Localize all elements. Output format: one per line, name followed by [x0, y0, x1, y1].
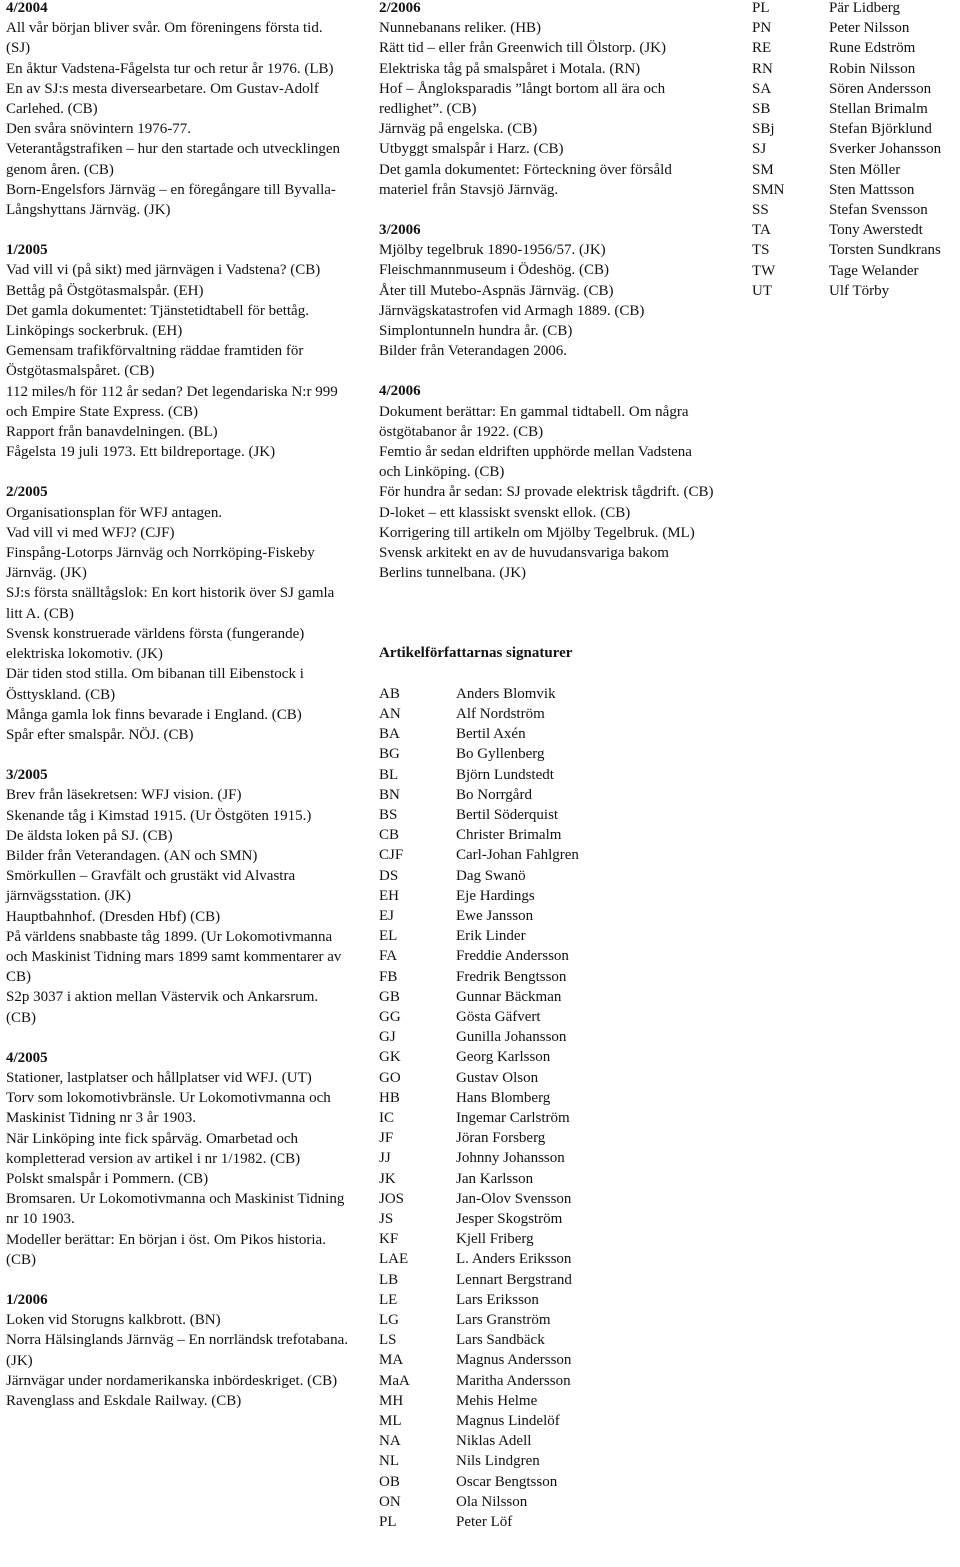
signature-abbreviation: LG — [379, 1311, 399, 1328]
signature-row — [379, 1310, 714, 1330]
article-entry: Finspång-Lotorps Järnväg och Norrköping-Fiskeby Järnväg. (JK) — [6, 545, 315, 582]
article-entry: Svensk konstruerade världens första (fungerande) elektriska lokomotiv. (JK) — [6, 625, 305, 663]
signature-abbreviation: SBj — [752, 121, 775, 138]
issue-block — [6, 240, 348, 462]
signature-list — [752, 0, 958, 301]
signature-row — [752, 59, 958, 79]
signature-row — [752, 220, 958, 240]
signature-abbreviation: PL — [379, 1514, 397, 1531]
signature-name: Sten Möller — [829, 161, 901, 178]
signature-row — [379, 704, 714, 724]
signature-row — [379, 1027, 714, 1047]
signature-abbreviation: MH — [379, 1392, 404, 1409]
signature-name: Peter Nilsson — [829, 20, 910, 37]
issue-title: 1/2005 — [6, 242, 48, 259]
signature-row — [752, 38, 958, 58]
signature-abbreviation: TS — [752, 242, 770, 259]
signature-abbreviation: JK — [379, 1170, 396, 1187]
signature-row — [752, 119, 958, 139]
signature-name: Oscar Bengtsson — [456, 1473, 558, 1490]
signature-abbreviation: RN — [752, 60, 773, 77]
signature-row — [379, 906, 714, 926]
signature-row — [379, 744, 714, 764]
signature-abbreviation: EL — [379, 928, 398, 945]
signature-row — [379, 1169, 714, 1189]
article-entry: Gemensam trafikförvaltning räddae framtiden för Östgötasmalspåret. (CB) — [6, 343, 304, 380]
signature-abbreviation: KF — [379, 1231, 399, 1248]
signature-abbreviation: EH — [379, 887, 399, 904]
signature-row — [752, 99, 958, 119]
article-entry: Bilder från Veterandagen. (AN och SMN) — [6, 847, 258, 864]
article-entry: Smörkullen – Gravfält och grustäkt vid Alvastra järnvägsstation. (JK) — [6, 868, 296, 905]
signature-abbreviation: MA — [379, 1352, 404, 1369]
signature-name: Bo Gyllenberg — [456, 746, 545, 763]
signature-abbreviation: LB — [379, 1271, 399, 1288]
signature-name: Lennart Bergstrand — [456, 1271, 572, 1288]
signature-name: Gunnar Bäckman — [456, 988, 562, 1005]
signature-name: Hans Blomberg — [456, 1089, 551, 1106]
signature-row — [379, 785, 714, 805]
signature-name: Dag Swanö — [456, 867, 526, 884]
article-entry: Torv som lokomotivbränsle. Ur Lokomotivmanna och Maskinist Tidning nr 3 år 1903. — [6, 1090, 331, 1127]
signature-name: Sören Andersson — [829, 80, 932, 97]
article-entry: Stationer, lastplatser och hållplatser vid WFJ. (UT) — [6, 1069, 312, 1086]
signature-name: Freddie Andersson — [456, 948, 569, 965]
signature-name: Gösta Gäfvert — [456, 1008, 541, 1025]
signature-name: Bertil Axén — [456, 726, 526, 743]
article-entry: Svensk arkitekt en av de huvudansvariga bakom Berlins tunnelbana. (JK) — [379, 545, 669, 582]
signature-row — [379, 1492, 714, 1512]
signature-name: Ola Nilsson — [456, 1493, 528, 1510]
signature-row — [379, 1007, 714, 1027]
article-entry: Fleischmannmuseum i Ödeshög. (CB) — [379, 262, 609, 279]
signature-row — [379, 684, 714, 704]
signature-name: Stellan Brimalm — [829, 101, 928, 118]
signature-row — [379, 1512, 714, 1532]
signature-list — [379, 684, 714, 1533]
signature-name: Sten Mattsson — [829, 181, 915, 198]
signature-abbreviation: SMN — [752, 181, 785, 198]
issue-title: 2/2005 — [6, 484, 48, 501]
signature-abbreviation: LAE — [379, 1251, 409, 1268]
article-entry: Järnvägskatastrofen vid Armagh 1889. (CB) — [379, 302, 645, 319]
article-entry: 112 miles/h för 112 år sedan? Det legendariska N:r 999 och Empire State Express. (CB) — [6, 383, 338, 420]
article-entry: En av SJ:s mesta diversearbetare. Om Gustav-Adolf Carlehed. (CB) — [6, 80, 319, 118]
signature-row — [379, 1350, 714, 1370]
signature-name: Carl-Johan Fahlgren — [456, 847, 579, 864]
signature-abbreviation: BS — [379, 806, 398, 823]
article-entry: Många gamla lok finns bevarade i England. (CB) — [6, 706, 302, 723]
signature-name: Robin Nilsson — [829, 60, 916, 77]
issue-title: 2/2006 — [379, 0, 421, 16]
article-entry: Hof – Ångloksparadis ”långt bortom all ära och redlighet”. (CB) — [379, 80, 666, 118]
article-entry: För hundra år sedan: SJ provade elektrisk tågdrift. (CB) — [379, 484, 714, 501]
signature-row — [379, 1290, 714, 1310]
article-entry: Där tiden stod stilla. Om bibanan till Eibenstock i Östtyskland. (CB) — [6, 666, 304, 703]
signature-name: Pär Lidberg — [829, 0, 900, 16]
signature-name: Bo Norrgård — [456, 786, 532, 803]
signature-name: Niklas Adell — [456, 1433, 532, 1450]
article-entry: Elektriska tåg på smalspåret i Motala. (RN) — [379, 60, 641, 77]
article-entry: Polskt smalspår i Pommern. (CB) — [6, 1170, 209, 1187]
signature-name: Mehis Helme — [456, 1392, 538, 1409]
signature-row — [379, 1391, 714, 1411]
article-entry: Järnvägar under nordamerikanska inbördeskriget. (CB) — [6, 1372, 338, 1389]
signature-abbreviation: GJ — [379, 1029, 396, 1046]
column-left — [6, 0, 348, 1411]
signature-abbreviation: NA — [379, 1433, 401, 1450]
article-entry: Dokument berättar: En gammal tidtabell. Om några östgötabanor år 1922. (CB) — [379, 403, 689, 440]
signature-row — [379, 1128, 714, 1148]
signatures-heading: Artikelförfattarnas signaturer — [379, 645, 573, 662]
signature-abbreviation: GK — [379, 1049, 401, 1066]
signature-abbreviation: SM — [752, 161, 774, 178]
article-entry: Vad vill vi med WFJ? (CJF) — [6, 524, 175, 541]
signature-name: Tage Welander — [829, 262, 919, 279]
signature-name: Jan-Olov Svensson — [456, 1190, 572, 1207]
signature-name: Jan Karlsson — [456, 1170, 534, 1187]
article-entry: Skenande tåg i Kimstad 1915. (Ur Östgöten 1915.) — [6, 807, 312, 824]
issue-title: 4/2005 — [6, 1049, 48, 1066]
article-entry: Simplontunneln hundra år. (CB) — [379, 323, 573, 340]
signature-row — [379, 1451, 714, 1471]
signature-name: Jesper Skogström — [456, 1210, 563, 1227]
signature-name: Torsten Sundkrans — [829, 242, 941, 259]
signature-row — [379, 765, 714, 785]
article-entry: Utbyggt smalspår i Harz. (CB) — [379, 141, 564, 158]
signature-row — [379, 1068, 714, 1088]
column-right — [752, 0, 958, 301]
signature-row — [379, 1047, 714, 1067]
signature-abbreviation: PN — [752, 20, 772, 37]
article-entry: Femtio år sedan eldriften upphörde mellan Vadstena och Linköping. (CB) — [379, 444, 692, 481]
signature-name: Alf Nordström — [456, 705, 545, 722]
signature-name: Johnny Johansson — [456, 1150, 565, 1167]
signature-row — [379, 1472, 714, 1492]
signature-row — [379, 926, 714, 946]
signature-row — [379, 1229, 714, 1249]
article-entry: Järnväg på engelska. (CB) — [379, 121, 538, 138]
article-entry: Det gamla dokumentet: Förteckning över försåld materiel från Stavsjö Järnväg. — [379, 161, 672, 198]
signature-row — [752, 79, 958, 99]
signature-name: Rune Edström — [829, 40, 916, 57]
article-entry: Organisationsplan för WFJ antagen. — [6, 504, 223, 521]
issue-block — [6, 765, 348, 1028]
signature-row — [752, 281, 958, 301]
signature-name: Kjell Friberg — [456, 1231, 534, 1248]
signature-abbreviation: NL — [379, 1453, 399, 1470]
signature-name: Christer Brimalm — [456, 827, 562, 844]
article-entry: Loken vid Storugns kalkbrott. (BN) — [6, 1312, 221, 1329]
signature-row — [379, 946, 714, 966]
signature-abbreviation: AN — [379, 705, 401, 722]
signature-abbreviation: BA — [379, 726, 400, 743]
article-entry: Det gamla dokumentet: Tjänstetidtabell för bettåg. — [6, 302, 309, 319]
signature-row — [752, 139, 958, 159]
signature-name: Tony Awerstedt — [829, 222, 923, 239]
signature-name: Lars Eriksson — [456, 1291, 539, 1308]
signature-row — [379, 825, 714, 845]
signature-row — [379, 1249, 714, 1269]
article-entry: Åter till Mutebo-Aspnäs Järnväg. (CB) — [379, 282, 614, 299]
signature-name: Fredrik Bengtsson — [456, 968, 567, 985]
signature-name: Nils Lindgren — [456, 1453, 540, 1470]
article-entry: Nunnebanans reliker. (HB) — [379, 20, 542, 37]
article-entry: Korrigering till artikeln om Mjölby Tegelbruk. (ML) — [379, 524, 695, 541]
signature-abbreviation: ML — [379, 1413, 402, 1429]
signature-name: Erik Linder — [456, 928, 526, 945]
issue-title: 3/2005 — [6, 767, 48, 784]
signature-name: Sverker Johansson — [829, 141, 942, 158]
signature-name: Georg Karlsson — [456, 1049, 551, 1066]
signature-abbreviation: SJ — [752, 141, 767, 158]
signature-row — [379, 845, 714, 865]
signature-name: Gunilla Johansson — [456, 1029, 567, 1046]
signature-abbreviation: GB — [379, 988, 400, 1005]
article-entry: Veterantågstrafiken – hur den startade och utvecklingen genom åren. (CB) — [6, 141, 341, 178]
signature-name: Björn Lundstedt — [456, 766, 554, 783]
article-entry: S2p 3037 i aktion mellan Västervik och Ankarsrum. (CB) — [6, 989, 319, 1026]
signature-row — [752, 180, 958, 200]
signature-name: Ulf Törby — [829, 282, 890, 299]
signature-abbreviation: FA — [379, 948, 398, 965]
signature-abbreviation: BL — [379, 766, 399, 783]
signature-abbreviation: ON — [379, 1493, 401, 1510]
issue-block — [6, 0, 348, 220]
signature-abbreviation: RE — [752, 40, 772, 57]
article-entry: Den svåra snövintern 1976-77. — [6, 121, 191, 138]
signature-name: Peter Löf — [456, 1514, 513, 1531]
article-entry: Modeller berättar: En början i öst. Om Pikos historia. (CB) — [6, 1231, 326, 1268]
signature-row — [379, 1088, 714, 1108]
signature-name: Jöran Forsberg — [456, 1130, 546, 1147]
article-entry: Spår efter smalspår. NÖJ. (CB) — [6, 726, 194, 743]
signature-abbreviation: HB — [379, 1089, 400, 1106]
signature-name: Lars Granström — [456, 1311, 551, 1328]
signature-abbreviation: AB — [379, 685, 400, 702]
column-middle — [379, 0, 714, 1532]
article-entry: Mjölby tegelbruk 1890-1956/57. (JK) — [379, 242, 606, 259]
signature-row — [752, 18, 958, 38]
signature-row — [752, 160, 958, 180]
signature-abbreviation: LE — [379, 1291, 398, 1308]
signature-row — [379, 805, 714, 825]
signature-row — [752, 261, 958, 281]
signature-abbreviation: UT — [752, 282, 772, 299]
article-entry: Fågelsta 19 juli 1973. Ett bildreportage. (JK) — [6, 444, 276, 461]
issue-block — [6, 1290, 348, 1411]
signature-abbreviation: LS — [379, 1332, 397, 1349]
signature-row — [379, 866, 714, 886]
signature-abbreviation: JJ — [379, 1150, 391, 1167]
signature-abbreviation: CB — [379, 827, 400, 844]
article-entry: Norra Hälsinglands Järnväg – En norrländsk trefotabana. (JK) — [6, 1332, 348, 1369]
signature-row — [379, 1270, 714, 1290]
article-entry: Ravenglass and Eskdale Railway. (CB) — [6, 1393, 242, 1409]
article-entry: Bettåg på Östgötasmalspår. (EH) — [6, 282, 204, 299]
issue-title: 3/2006 — [379, 222, 421, 239]
signature-name: Bertil Söderquist — [456, 806, 559, 823]
signature-row — [752, 240, 958, 260]
signature-name: Ingemar Carlström — [456, 1109, 570, 1126]
signature-name: L. Anders Eriksson — [456, 1251, 572, 1268]
signature-abbreviation: TA — [752, 222, 771, 239]
article-entry: Bromsaren. Ur Lokomotivmanna och Maskinist Tidning nr 10 1903. — [6, 1191, 345, 1228]
signature-abbreviation: CJF — [379, 847, 404, 864]
signature-abbreviation: BG — [379, 746, 400, 763]
signature-abbreviation: EJ — [379, 907, 394, 924]
article-entry: Rätt tid – eller från Greenwich till Ölstorp. (JK) — [379, 40, 667, 57]
signature-row — [752, 0, 958, 18]
article-entry: SJ:s första snälltågslok: En kort historik över SJ gamla litt A. (CB) — [6, 585, 335, 622]
issue-title: 1/2006 — [6, 1291, 48, 1308]
signature-name: Stefan Svensson — [829, 202, 928, 219]
signature-abbreviation: IC — [379, 1109, 394, 1126]
signature-row — [379, 1209, 714, 1229]
signature-name: Anders Blomvik — [456, 685, 556, 702]
issue-title: 4/2004 — [6, 0, 48, 16]
signature-row — [752, 200, 958, 220]
signature-abbreviation: JS — [379, 1210, 394, 1227]
signature-abbreviation: OB — [379, 1473, 400, 1490]
signature-abbreviation: DS — [379, 867, 399, 884]
issue-block — [379, 381, 714, 583]
article-entry: Vad vill vi (på sikt) med järnvägen i Vadstena? (CB) — [6, 262, 321, 279]
signature-row — [379, 1148, 714, 1168]
signature-abbreviation: JF — [379, 1130, 394, 1147]
signature-abbreviation: SB — [752, 101, 771, 118]
signature-abbreviation: SA — [752, 80, 772, 97]
article-entry: En åktur Vadstena-Fågelsta tur och retur år 1976. (LB) — [6, 60, 334, 77]
signature-row — [379, 886, 714, 906]
signature-abbreviation: TW — [752, 262, 776, 279]
article-entry: När Linköping inte fick spårväg. Omarbetad och kompletterad version av artikel i nr 1/1982. (CB) — [6, 1130, 301, 1167]
article-entry: D-loket – ett klassiskt svenskt ellok. (CB) — [379, 504, 631, 521]
signature-abbreviation: GG — [379, 1008, 401, 1025]
issue-block — [6, 1048, 348, 1270]
signature-name: Magnus Andersson — [456, 1352, 572, 1369]
signature-row — [379, 724, 714, 744]
article-entry: Rapport från banavdelningen. (BL) — [6, 424, 218, 441]
issue-block — [379, 0, 714, 200]
signature-row — [379, 1330, 714, 1350]
signature-name: Gustav Olson — [456, 1069, 539, 1086]
signature-name: Stefan Björklund — [829, 121, 932, 138]
signature-abbreviation: SS — [752, 202, 769, 219]
signature-name: Lars Sandbäck — [456, 1332, 545, 1349]
article-entry: På världens snabbaste tåg 1899. (Ur Lokomotivmanna och Maskinist Tidning mars 1899 samt kommentarer av CB) — [6, 928, 342, 986]
article-entry: Hauptbahnhof. (Dresden Hbf) (CB) — [6, 908, 221, 925]
issue-title: 4/2006 — [379, 383, 421, 400]
article-entry: Linköpings sockerbruk. (EH) — [6, 323, 183, 340]
signature-name: Eje Hardings — [456, 887, 535, 904]
article-entry: De äldsta loken på SJ. (CB) — [6, 827, 173, 844]
signature-abbreviation: JOS — [379, 1190, 405, 1207]
signature-row — [379, 1108, 714, 1128]
signature-row — [379, 1411, 714, 1431]
article-entry: Born-Engelsfors Järnväg – en föregångare till Byvalla-Långshyttans Järnväg. (JK) — [6, 181, 336, 219]
signature-abbreviation: BN — [379, 786, 400, 803]
signature-name: Maritha Andersson — [456, 1372, 571, 1389]
signature-row — [379, 1431, 714, 1451]
article-entry: All vår början bliver svår. Om föreningens första tid. (SJ) — [6, 20, 323, 57]
signature-abbreviation: FB — [379, 968, 398, 985]
signature-name: Ewe Jansson — [456, 907, 534, 924]
article-entry: Bilder från Veterandagen 2006. — [379, 343, 567, 360]
signature-abbreviation: MaA — [379, 1372, 410, 1389]
issue-block — [6, 482, 348, 745]
signature-name: Magnus Lindelöf — [456, 1413, 560, 1429]
issue-block — [379, 220, 714, 361]
signature-row — [379, 1371, 714, 1391]
signature-row — [379, 1189, 714, 1209]
signature-row — [379, 987, 714, 1007]
article-entry: Brev från läsekretsen: WFJ vision. (JF) — [6, 787, 242, 804]
signature-abbreviation: GO — [379, 1069, 401, 1086]
signature-abbreviation: PL — [752, 0, 770, 16]
signature-row — [379, 967, 714, 987]
